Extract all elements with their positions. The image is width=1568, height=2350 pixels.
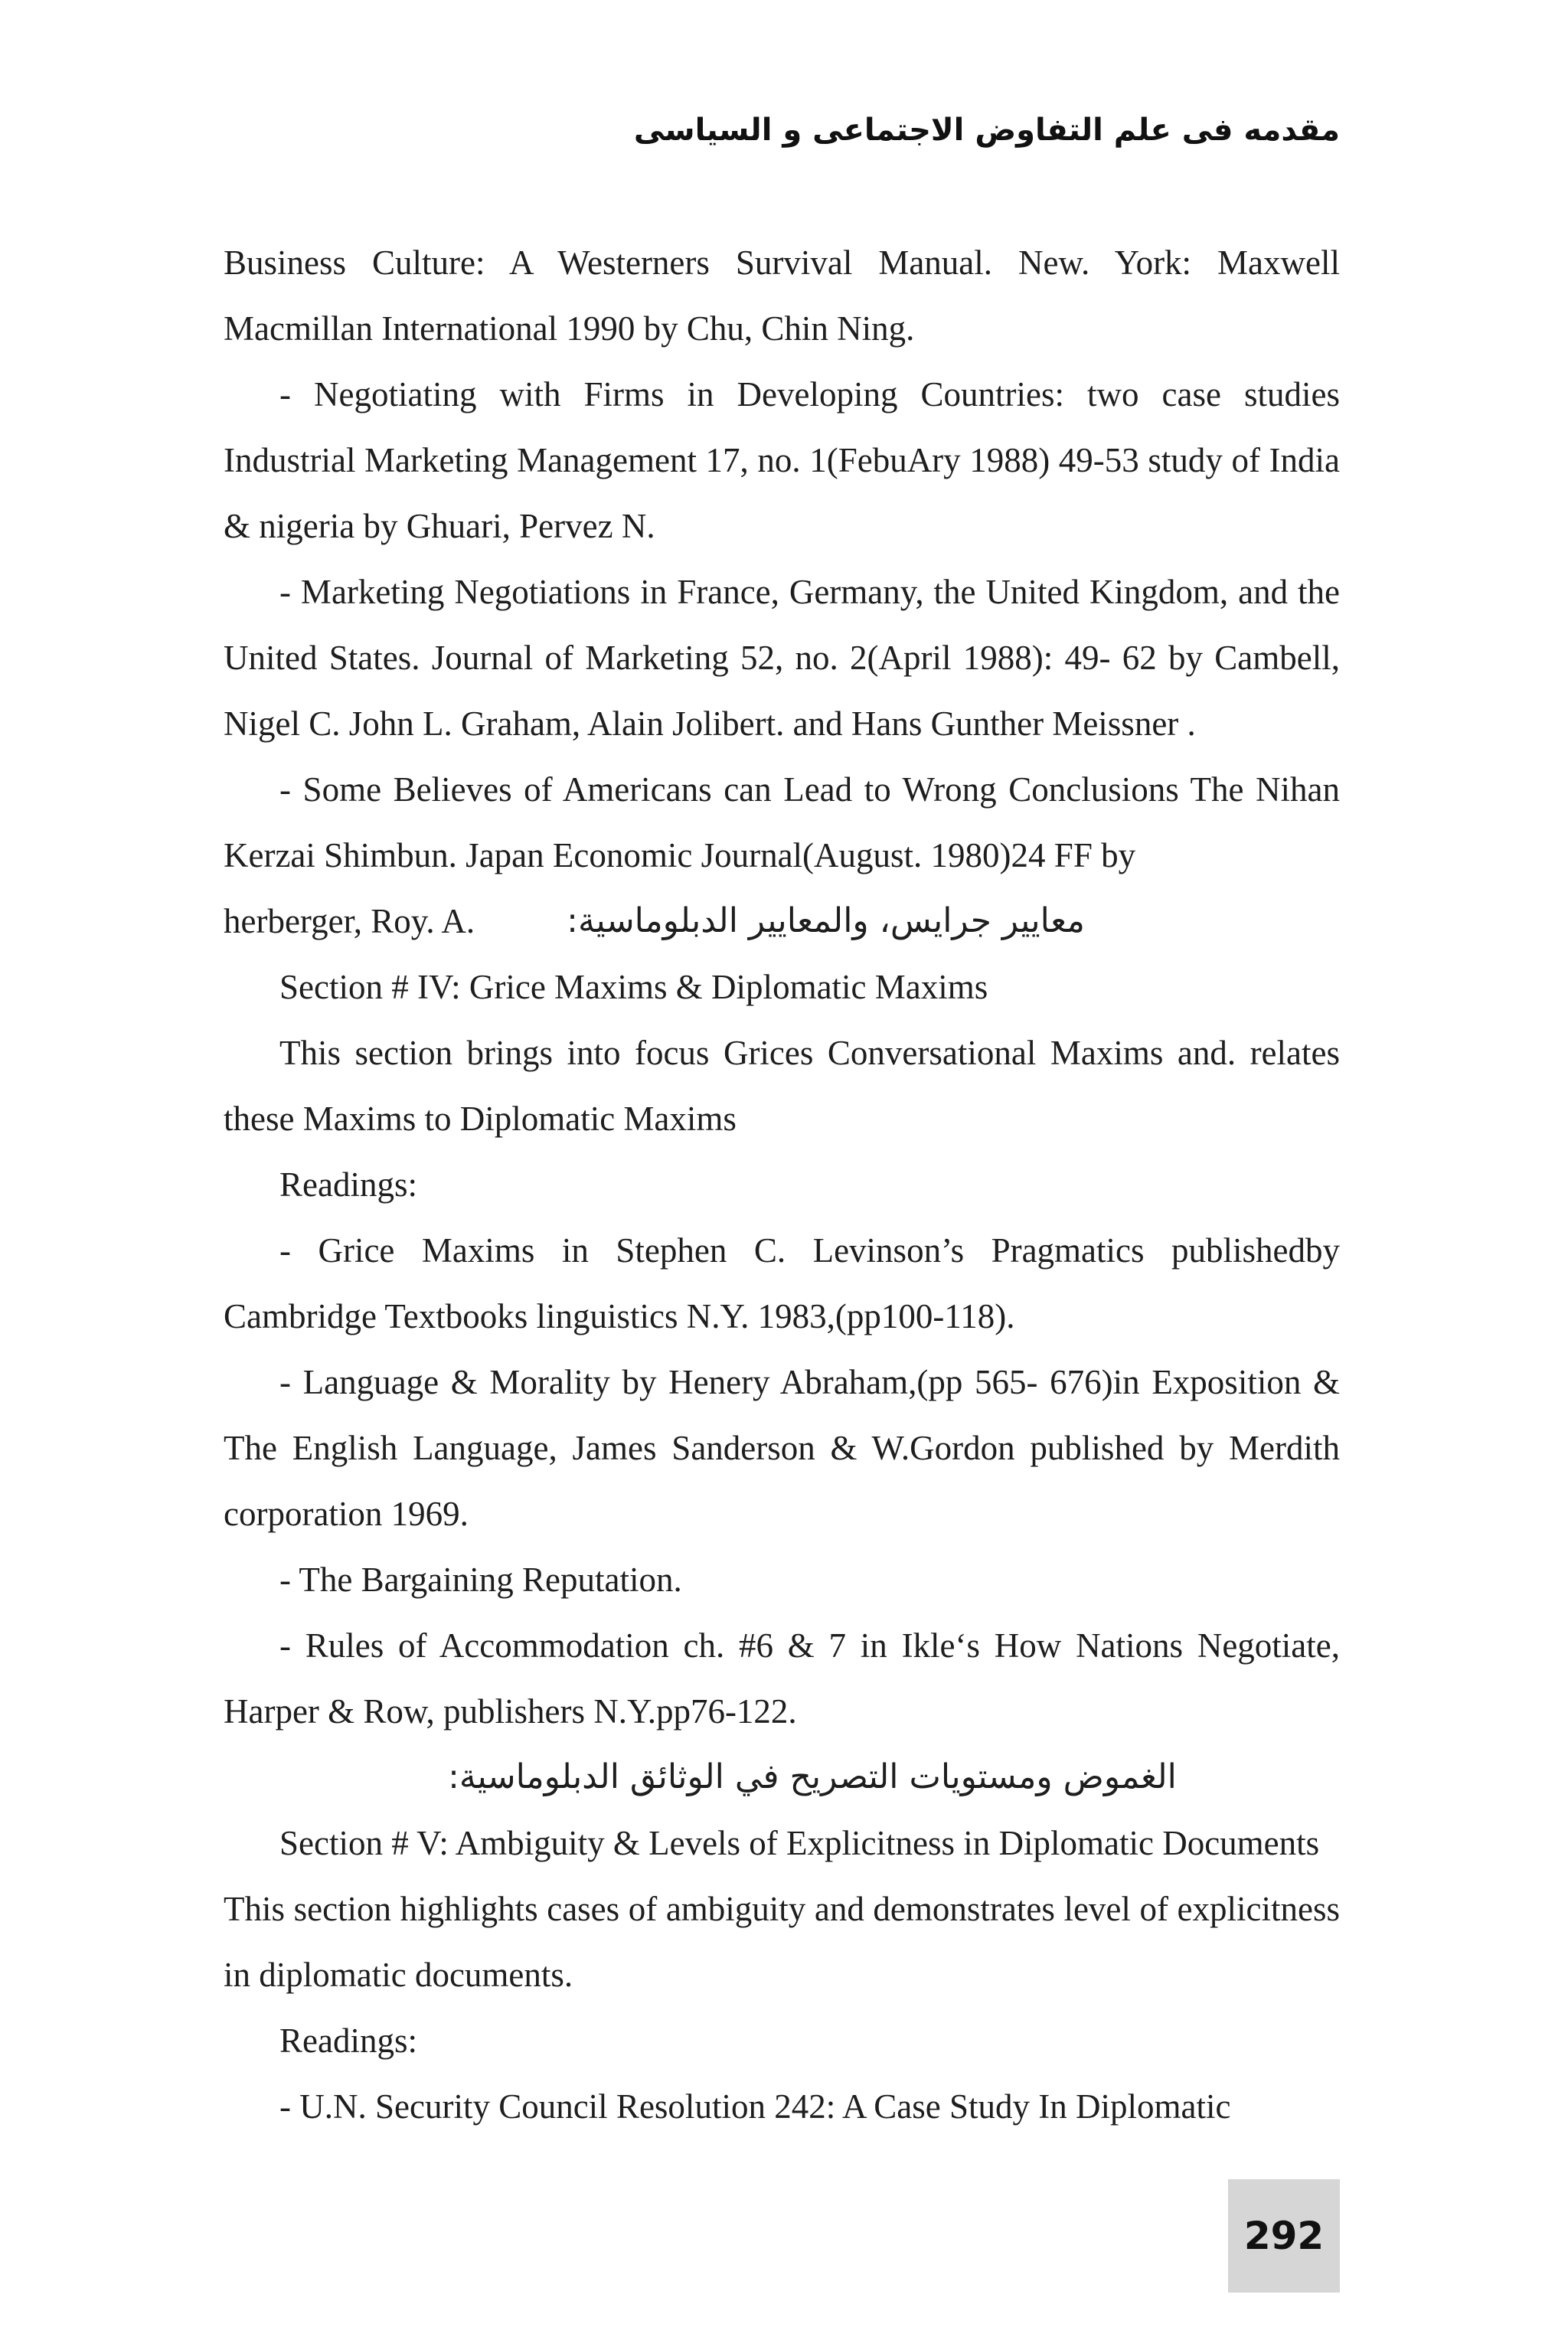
section4-description: This section brings into focus Grices Conversational Maxims and. relates these Maxims to Diplomatic Maxims	[224, 1034, 1340, 1138]
author-name: herberger, Roy. A.	[224, 902, 475, 940]
paragraph-marketing-negotiations: - Marketing Negotiations in France, Germany, the United Kingdom, and the United States. Journal of Marketing 52, no. 2(April 1988): 49- 62 by Cambell, Nigel C. John L. Graham, Alain Jolibert. and Hans Gunther Meissner .	[224, 573, 1340, 743]
arabic-section4-title: معايير جرايس، والمعايير الدبلوماسية:	[567, 901, 1085, 940]
section4-reading: - The Bargaining Reputation.	[279, 1561, 682, 1599]
section5-reading: - U.N. Security Council Resolution 242: A Case Study In Diplomatic	[279, 2087, 1231, 2126]
page-number-box	[1228, 2179, 1340, 2293]
page-number: 292	[1243, 2214, 1325, 2258]
running-header: مقدمه فى علم التفاوض الاجتماعى و السياسى	[633, 113, 1340, 148]
section5-heading: Section # V: Ambiguity & Levels of Explicitness in Diplomatic Documents	[279, 1824, 1320, 1862]
section4-readings-label: Readings:	[279, 1165, 417, 1204]
section4-reading: - Language & Morality by Henery Abraham,(pp 565- 676)in Exposition & The English Language, James Sanderson & W.Gordon published by Merdith corporation 1969.	[224, 1363, 1340, 1533]
section4-reading: - Rules of Accommodation ch. #6 & 7 in Ikle‘s How Nations Negotiate, Harper & Row, publishers N.Y.pp76-122.	[224, 1626, 1340, 1731]
arabic-section5-title: الغموض ومستويات التصريح في الوثائق الدبلوماسية:	[448, 1757, 1177, 1796]
paragraph-negotiating-firms: - Negotiating with Firms in Developing Countries: two case studies Industrial Marketing Management 17, no. 1(FebuAry 1988) 49-53 study of India & nigeria by Ghuari, Pervez N.	[224, 375, 1340, 545]
author-arabic-line	[224, 888, 1340, 954]
section5-readings-label: Readings:	[279, 2022, 417, 2060]
section5-description: This section highlights cases of ambiguity and demonstrates level of explicitness in diplomatic documents.	[224, 1890, 1340, 1994]
paragraph-some-believes: - Some Believes of Americans can Lead to Wrong Conclusions The Nihan Kerzai Shimbun. Japan Economic Journal(August. 1980)24 FF by	[224, 770, 1340, 874]
paragraph-business-culture: Business Culture: A Westerners Survival Manual. New. York: Maxwell Macmillan International 1990 by Chu, Chin Ning.	[224, 243, 1340, 348]
section4-reading: - Grice Maxims in Stephen C. Levinson’s Pragmatics publishedby Cambridge Textbooks linguistics N.Y. 1983,(pp100-118).	[224, 1231, 1340, 1335]
page-body	[224, 230, 1340, 2139]
section4-heading: Section # IV: Grice Maxims & Diplomatic Maxims	[279, 968, 988, 1006]
